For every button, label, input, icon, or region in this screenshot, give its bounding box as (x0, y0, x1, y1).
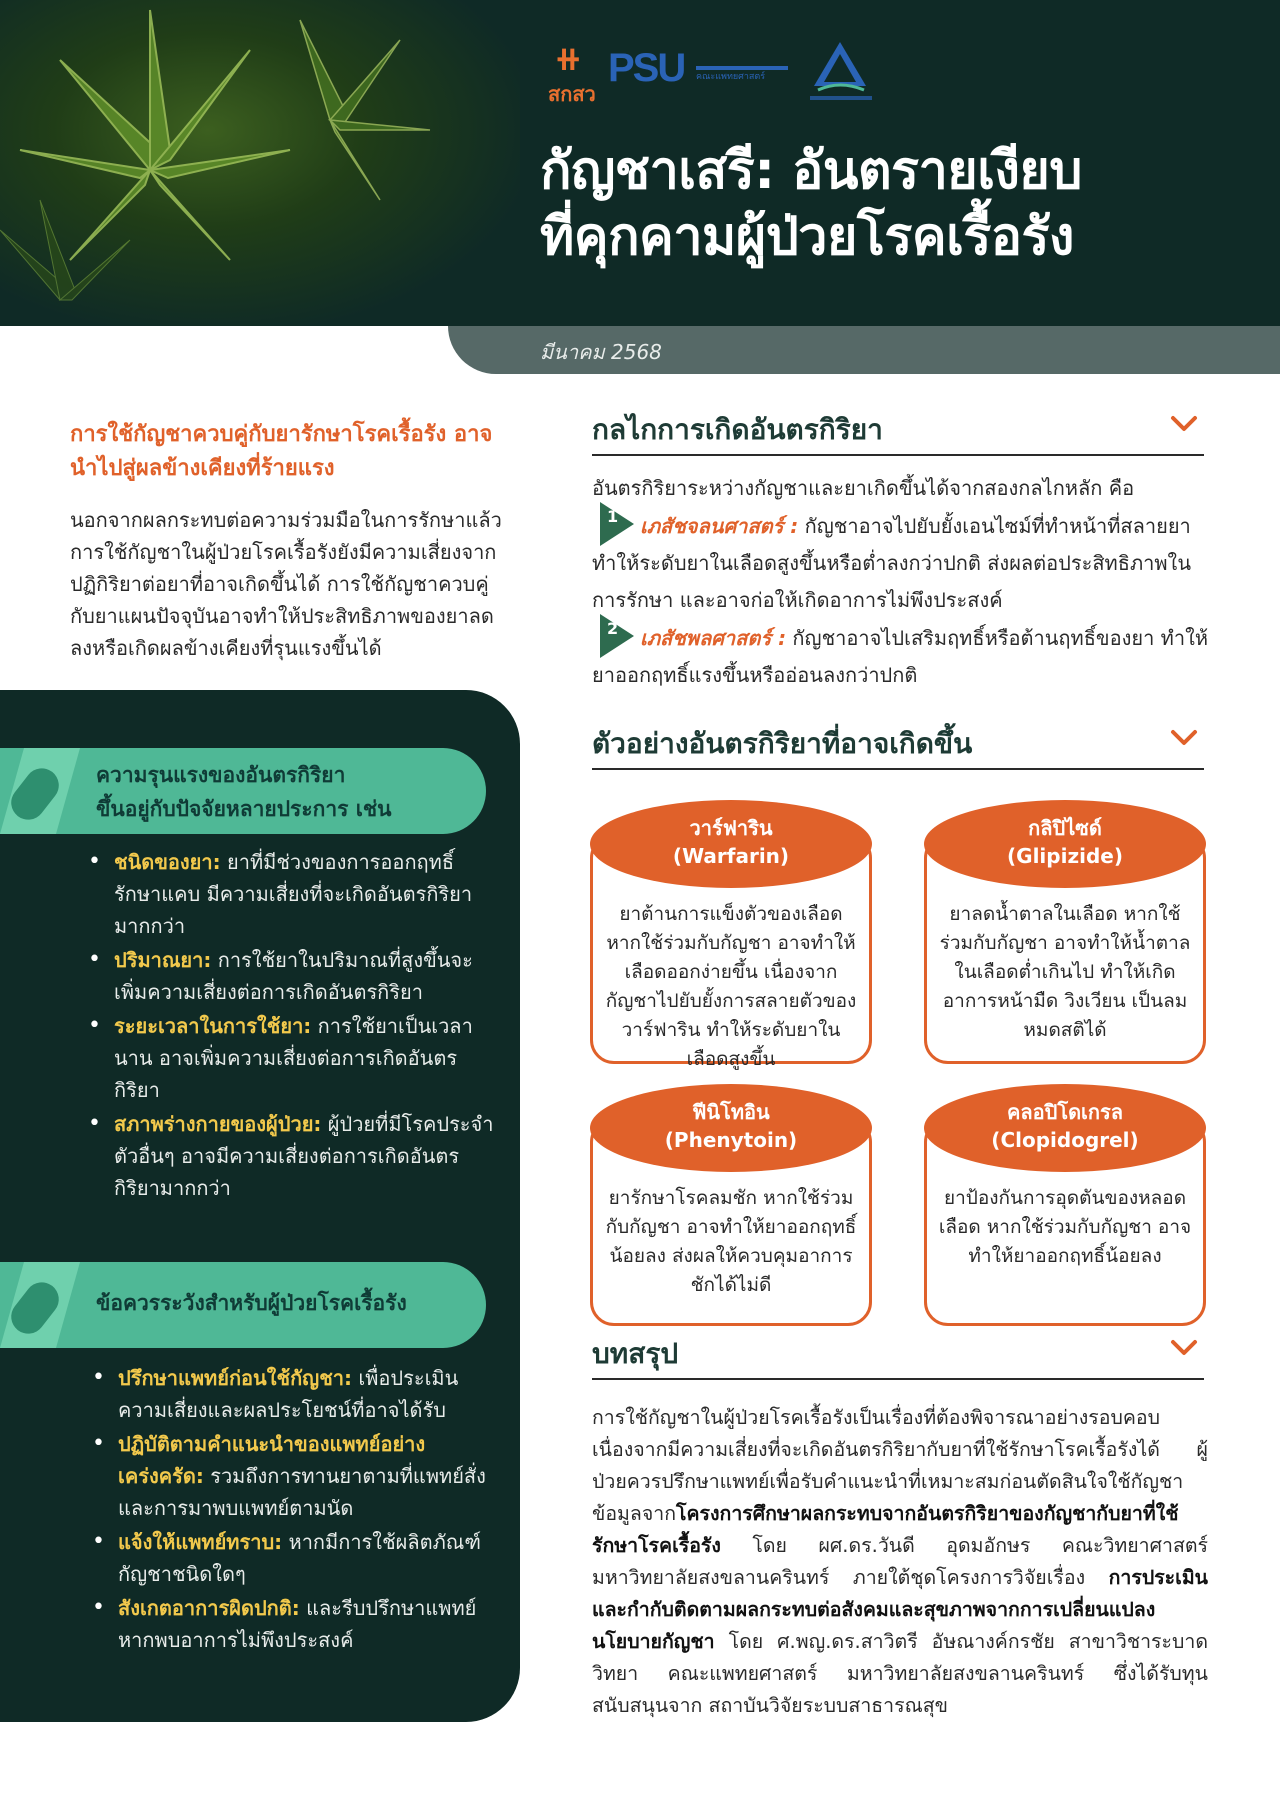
summary-section-header[interactable] (592, 1328, 1204, 1380)
mechanism-item: 1 เภสัชจลนศาสตร์ : กัญชาอาจไปยับยั้งเอนไซม์ที่ทำหน้าที่สลายยา ทำให้ระดับยาในเลือดสูงขึ้นหรือต่ำลงกว่าปกติ ส่งผลต่อประสิทธิภาพในการรักษา และอาจก่อให้เกิดอาการไม่พึงประสงค์ (592, 507, 1212, 619)
caution-list (90, 1362, 500, 1658)
psu-logo: PSU คณะแพทยศาสตร์ (608, 46, 788, 102)
header-banner (0, 0, 1280, 326)
list-item: • ชนิดของยา: ยาที่มีช่วงของการออกฤทธิ์รักษาแคบ มีความเสี่ยงที่จะเกิดอันตรกิริยามากกว่า (86, 846, 496, 942)
intro-body: นอกจากผลกระทบต่อความร่วมมือในการรักษาแล้ว การใช้กัญชาในผู้ป่วยโรคเรื้อรังยังมีความเสี่ยงจากปฏิกิริยาต่อยาที่อาจเกิดขึ้นได้ การใช้กัญชาควบคู่กับยาแผนปัจจุบันอาจทำให้ประสิทธิภาพของยาลดลงหรือเกิดผลข้างเคียงที่รุนแรงขึ้นได้ (70, 508, 502, 660)
drug-card-clopidogrel: คลอปิโดเกรล (Clopidogrel) ยาป้องกันการอุดตันของหลอดเลือด หากใช้ร่วมกับกัญชา อาจทำให้ยาออกฤทธิ์น้อยลง (924, 1084, 1206, 1352)
logo-bar (548, 40, 908, 110)
number-badge-icon: 1 (600, 507, 634, 541)
number-badge-icon: 2 (600, 619, 634, 653)
hsri-logo (800, 40, 900, 106)
chevron-down-icon[interactable] (1170, 728, 1198, 748)
chevron-down-icon[interactable] (1170, 414, 1198, 434)
cannabis-leaf-photo (0, 0, 520, 326)
drug-card-phenytoin: ฟีนิโทอิน (Phenytoin) ยารักษาโรคลมชัก หากใช้ร่วมกับกัญชา อาจทำให้ยาออกฤทธิ์น้อยลง ส่งผลให้ควบคุมอาการชักได้ไม่ดี (590, 1084, 872, 1352)
list-item: • ปริมาณยา: การใช้ยาในปริมาณที่สูงขึ้นจะเพิ่มความเสี่ยงต่อการเกิดอันตรกิริยา (86, 944, 496, 1008)
chevron-down-icon[interactable] (1170, 1338, 1198, 1358)
intro-headline: การใช้กัญชาควบคู่กับยารักษาโรคเรื้อรัง อาจนำไปสู่ผลข้างเคียงที่ร้ายแรง (70, 422, 493, 481)
list-item: • ปฏิบัติตามคำแนะนำของแพทย์อย่างเคร่งครัด: รวมถึงการทานยาตามที่แพทย์สั่ง และการมาพบแพทย์ตามนัด (90, 1428, 500, 1524)
publish-date: มีนาคม 2568 (540, 340, 662, 364)
intro-section (70, 418, 510, 664)
list-item: • สภาพร่างกายของผู้ป่วย: ผู้ป่วยที่มีโรคประจำตัวอื่นๆ อาจมีความเสี่ยงต่อการเกิดอันตรกิริยามากกว่า (86, 1108, 496, 1204)
date-band (448, 326, 1280, 374)
list-item: • ปรึกษาแพทย์ก่อนใช้กัญชา: เพื่อประเมินความเสี่ยงและผลประโยชน์ที่อาจได้รับ (90, 1362, 500, 1426)
mechanism-item: 2 เภสัชพลศาสตร์ : กัญชาอาจไปเสริมฤทธิ์หรือต้านฤทธิ์ของยา ทำให้ยาออกฤทธิ์แรงขึ้นหรืออ่อนลงกว่าปกติ (592, 619, 1212, 694)
cautions-heading-pill: ข้อควรระวังสำหรับผู้ป่วยโรคเรื้อรัง (0, 1262, 486, 1348)
list-item: • ระยะเวลาในการใช้ยา: การใช้ยาเป็นเวลานาน อาจเพิ่มความเสี่ยงต่อการเกิดอันตรกิริยา (86, 1010, 496, 1106)
severity-factor-list (86, 846, 496, 1206)
drug-card-glipizide: กลิปิไซด์ (Glipizide) ยาลดน้ำตาลในเลือด หากใช้ร่วมกับกัญชา อาจทำให้น้ำตาลในเลือดต่ำเกินไป ทำให้เกิดอาการหน้ามืด วิงเวียน เป็นลมหมดสติได้ (924, 800, 1206, 1068)
drug-card-warfarin: วาร์ฟาริน (Warfarin) ยาต้านการแข็งตัวของเลือด หากใช้ร่วมกับกัญชา อาจทำให้เลือดออกง่ายขึ้น เนื่องจากกัญชาไปยับยั้งการสลายตัวของวาร์ฟาริน ทำให้ระดับยาในเลือดสูงขึ้น (590, 800, 872, 1068)
section-title: กลไกการเกิดอันตรกิริยา (592, 413, 883, 446)
mechanism-section-header[interactable] (592, 404, 1204, 456)
mechanism-body: อันตรกิริยาระหว่างกัญชาและยาเกิดขึ้นได้จากสองกลไกหลัก คือ 1 เภสัชจลนศาสตร์ : กัญชาอาจไปยับยั้งเอนไซม์ที่ทำหน้าที่สลายยา ทำให้ระดับยาในเลือดสูงขึ้นหรือต่ำลงกว่าปกติ ส่งผลต่อประสิทธิภาพในการรักษา และอาจก่อให้เกิดอาการไม่พึงประสงค์ 2 เภสัชพลศาสตร์ : กัญชาอาจไปเสริมฤทธิ์หรือต้านฤทธิ์ของยา ทำให้ยาออกฤทธิ์แรงขึ้นหรืออ่อนลงกว่าปกติ (592, 470, 1212, 694)
list-item: • แจ้งให้แพทย์ทราบ: หากมีการใช้ผลิตภัณฑ์กัญชาชนิดใดๆ (90, 1526, 500, 1590)
list-item: • สังเกตอาการผิดปกติ: และรีบปรึกษาแพทย์หากพบอาการไม่พึงประสงค์ (90, 1592, 500, 1656)
section-title: ตัวอย่างอันตรกิริยาที่อาจเกิดขึ้น (592, 727, 973, 760)
summary-body: การใช้กัญชาในผู้ป่วยโรคเรื้อรังเป็นเรื่องที่ต้องพิจารณาอย่างรอบคอบ เนื่องจากมีความเสี่ยงที่จะเกิดอันตรกิริยากับยาที่ใช้รักษาโรคเรื้อรังได้ ผู้ป่วยควรปรึกษาแพทย์เพื่อรับคำแนะนำที่เหมาะสมก่อนตัดสินใจใช้กัญชา ข้อมูลจากโครงการศึกษาผลกระทบจากอันตรกิริยาของกัญชากับยาที่ใช้รักษาโรคเรื้อรัง โดย ผศ.ดร.วันดี อุดมอักษร คณะวิทยาศาสตร์ มหาวิทยาลัยสงขลานครินทร์ ภายใต้ชุดโครงการวิจัยเรื่อง การประเมินและกำกับติดตามผลกระทบต่อสังคมและสุขภาพจากการเปลี่ยนแปลงนโยบายกัญชา โดย ศ.พญ.ดร.สาวิตรี อัษณางค์กรชัย สาขาวิชาระบาดวิทยา คณะแพทยศาสตร์ มหาวิทยาลัยสงขลานครินทร์ ซึ่งได้รับทุนสนับสนุนจาก สถาบันวิจัยระบบสาธารณสุข (592, 1406, 1208, 1717)
examples-section-header[interactable] (592, 718, 1204, 770)
tsri-logo: ⧺ สกสว (548, 39, 596, 106)
severity-heading-pill: ความรุนแรงของอันตรกิริยา ขึ้นอยู่กับปัจจัยหลายประการ เช่น (0, 748, 486, 834)
page-title: กัญชาเสรี: อันตรายเงียบ ที่คุกคามผู้ป่วยโรคเรื้อรัง (540, 141, 1082, 267)
section-title: บทสรุป (592, 1337, 679, 1370)
